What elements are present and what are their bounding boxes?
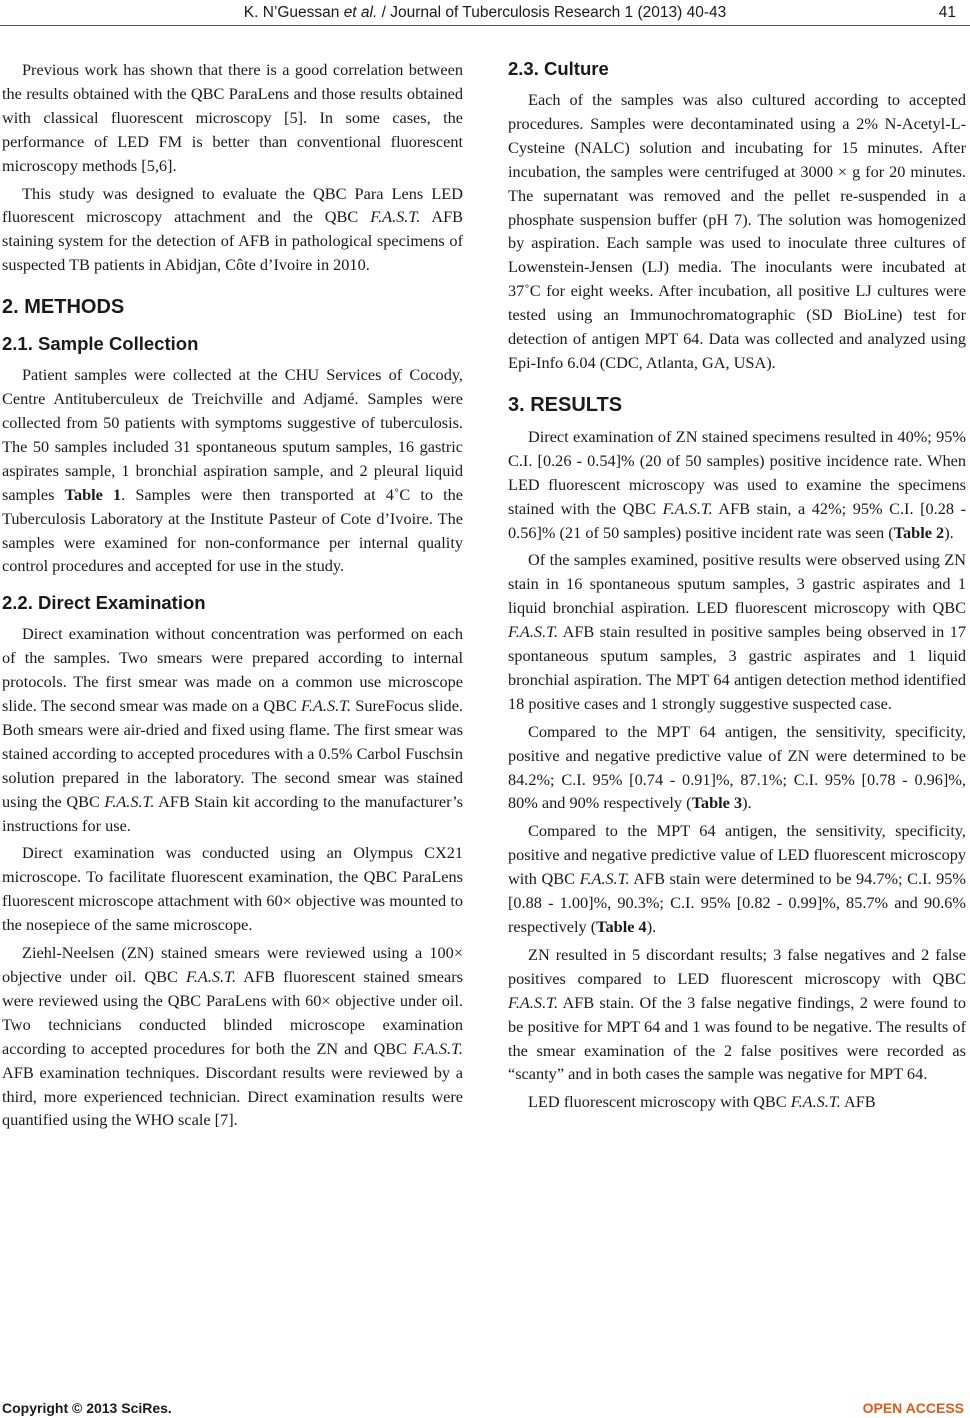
- results-paragraph-5: ZN resulted in 5 discordant results; 3 false negatives and 2 false positives compared to LED fluorescent microscopy with QBC F.A.S.T. AFB stain. Of the 3 false negative findings, 2 were found to be positive for MPT 64 and 1 was found to be negative. The results of the smear examination of the 2 false positives were recorded as “scanty” and in both cases the sample was negative for MPT 64.: [508, 944, 966, 1084]
- header-divider: [0, 25, 970, 26]
- table-reference[interactable]: Table 1: [64, 484, 122, 504]
- results-paragraph-1: Direct examination of ZN stained specimens resulted in 40%; 95% C.I. [0.26 - 0.54]% (20 of 50 samples) positive incidence rate. When LED fluorescent microscopy was used to examine the specimens stained with the QBC F.A.S.T. AFB stain, a 42%; 95% C.I. [0.28 - 0.56]% (21 of 50 samples) positive incident rate was seen (Table 2).: [508, 426, 966, 542]
- results-paragraph-6: LED fluorescent microscopy with QBC F.A.S.T. AFB: [528, 1092, 876, 1112]
- intro-paragraph-1: Previous work has shown that there is a good correlation between the results obtained with the QBC ParaLens and those results obtained with classical fluorescent microscopy [5]. In some cases, the performance of LED FM is better than conventional fluorescent microscopy methods [5,6].: [2, 60, 463, 175]
- direct-exam-paragraph-3: Ziehl-Neelsen (ZN) stained smears were reviewed using a 100× objective under oil. QBC F.A.S.T. AFB fluorescent stained smears were reviewed using the QBC ParaLens with 60× objective under oil. Two technicians conducted blinded microscope examination according to accepted procedures for both the ZN and QBC F.A.S.T. AFB examination techniques. Discordant results were reviewed by a third, more experienced technician. Direct examination results were quantified using the WHO scale [7].: [2, 943, 463, 1130]
- section-heading-methods: 2. METHODS: [2, 296, 125, 319]
- page-number: 41: [938, 4, 956, 21]
- journal-citation: [0, 4, 970, 22]
- subsection-heading-culture: 2.3. Culture: [508, 58, 609, 79]
- authors: K. N’Guessan: [243, 4, 344, 21]
- section-heading-results: 3. RESULTS: [508, 393, 623, 416]
- direct-exam-paragraph-2: Direct examination was conducted using an Olympus CX21 microscope. To facilitate fluorescent examination, the QBC ParaLens fluorescent microscope attachment with 60× objective was mounted to the nosepiece of the same microscope.: [2, 843, 463, 935]
- left-column: [2, 58, 463, 1136]
- results-paragraph-2: Of the samples examined, positive results were observed using ZN stain in 16 spontaneous sputum samples, 3 gastric aspirates and 1 liquid bronchial aspiration. LED fluorescent microscopy with QBC F.A.S.T. AFB stain resulted in positive samples being observed in 17 spontaneous sputum samples, 3 gastric aspirates and 1 liquid bronchial aspiration. The MPT 64 antigen detection method identified 18 positive cases and 1 strongly suggestive suspected case.: [508, 550, 966, 713]
- table-reference[interactable]: Table 4: [596, 917, 647, 936]
- subsection-heading-sample-collection: 2.1. Sample Collection: [2, 333, 199, 355]
- subsection-heading-direct-examination: 2.2. Direct Examination: [2, 592, 206, 614]
- table-reference[interactable]: Table 3: [691, 793, 743, 813]
- table-reference[interactable]: Table 2: [893, 522, 945, 542]
- culture-paragraph: Each of the samples was also cultured according to accepted procedures. Samples were decontaminated using a 2% N-Acetyl-L-Cysteine (NALC) solution and incubating for 15 minutes. After incubation, the samples were centrifuged at 3000 × g for 20 minutes. The supernatant was removed and the pellet re-suspended in a phosphate suspension buffer (pH 7). The solution was homogenized by aspiration. Each sample was used to inoculate three cultures of Lowenstein-Jensen (LJ) media. The inoculants were incubated at 37˚C for eight weeks. After incubation, all positive LJ cultures were tested using an Immunochromatographic (SD BioLine) test for detection of antigen MPT 64. Data was collected and analyzed using Epi-Info 6.04 (CDC, Atlanta, GA, USA).: [508, 90, 966, 372]
- journal-reference: / Journal of Tuberculosis Research 1 (2013) 40-43: [377, 4, 727, 21]
- open-access-label: OPEN ACCESS: [862, 1400, 964, 1416]
- right-column: [508, 58, 966, 1118]
- results-paragraph-4: Compared to the MPT 64 antigen, the sensitivity, specificity, positive and negative predictive value of LED fluorescent microscopy with QBC F.A.S.T. AFB stain were determined to be 94.7%; C.I. 95% [0.88 - 1.00]%, 90.3%; C.I. 95% [0.82 - 0.99]%, 85.7% and 90.6% respectively (Table 4).: [508, 821, 966, 936]
- sample-collection-paragraph: Patient samples were collected at the CHU Services of Cocody, Centre Antituberculeux de Treichville and Adjamé. Samples were collected from 50 patients with symptoms suggestive of tuberculosis. The 50 samples included 31 spontaneous sputum samples, 16 gastric aspirates sample, 1 bronchial aspiration sample, and 2 pleural liquid samples Table 1. Samples were then transported at 4˚C to the Tuberculosis Laboratory at the Institute Pasteur of Cote d’Ivoire. The samples were examined for non-conformance per internal quality control procedures and accepted for use in the study.: [2, 365, 463, 576]
- et-al: et al.: [343, 4, 378, 21]
- results-paragraph-3: Compared to the MPT 64 antigen, the sensitivity, specificity, positive and negative predictive value of ZN were determined to be 84.2%; C.I. 95% [0.74 - 0.91]%, 87.1%; C.I. 95% [0.78 - 0.96]%, 80% and 90% respectively (Table 3).: [508, 721, 966, 813]
- copyright-notice: Copyright © 2013 SciRes.: [2, 1400, 172, 1416]
- page-footer: [0, 1398, 970, 1418]
- running-header: [0, 2, 970, 24]
- direct-exam-paragraph-1: Direct examination without concentration was performed on each of the samples. Two smears were prepared according to internal protocols. The first smear was made on a common use microscope slide. The second smear was made on a QBC F.A.S.T. SureFocus slide. Both smears were air-dried and fixed using flame. The first smear was stained according to accepted procedures with a 0.5% Carbol Fuschsin solution prepared in the laboratory. The second smear was stained using the QBC F.A.S.T. AFB Stain kit according to the manufacturer’s instructions for use.: [2, 624, 463, 835]
- intro-paragraph-2: This study was designed to evaluate the QBC Para Lens LED fluorescent microscopy attachment and the QBC F.A.S.T. AFB staining system for the detection of AFB in pathological specimens of suspected TB patients in Abidjan, Côte d’Ivoire in 2010.: [2, 183, 463, 275]
